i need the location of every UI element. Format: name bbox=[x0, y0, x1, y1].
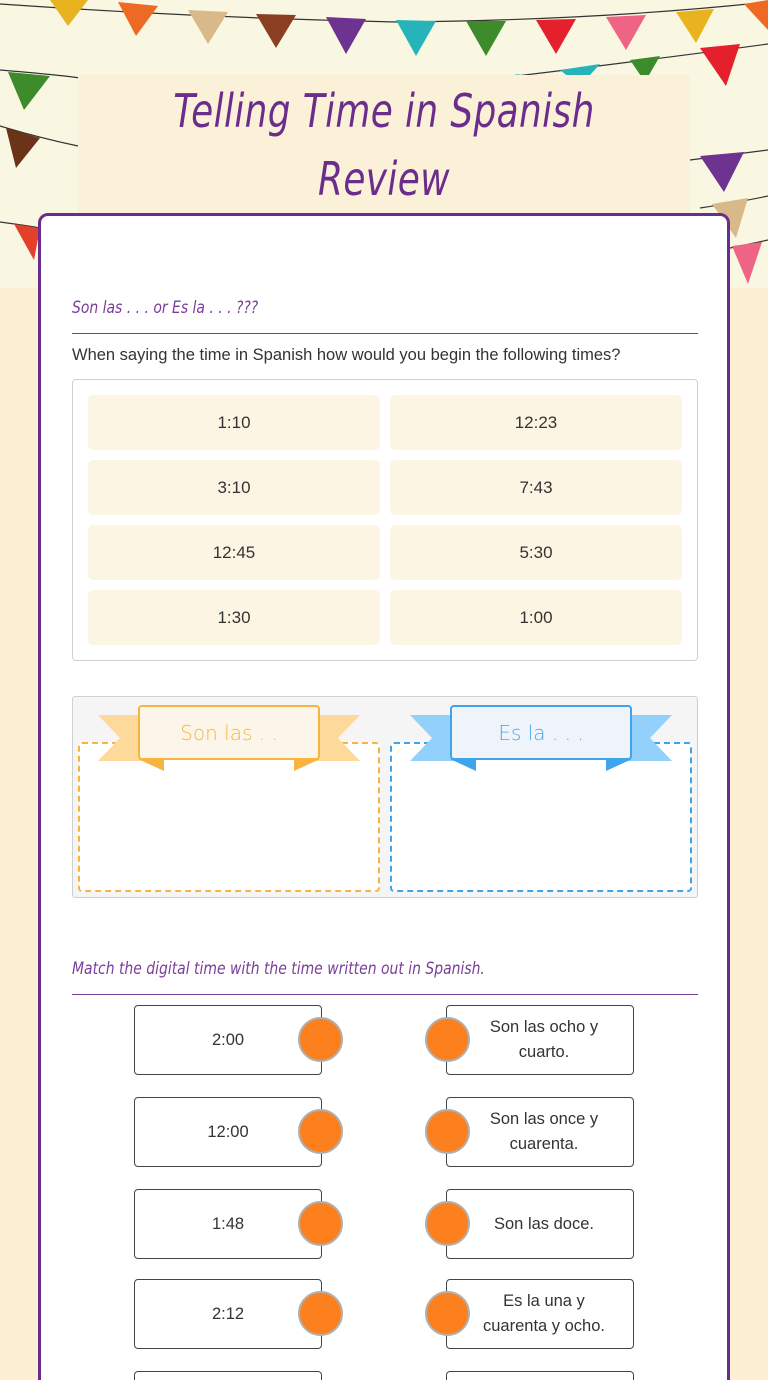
bucket-label-es-la: Es la . . . bbox=[450, 705, 632, 760]
title-box bbox=[78, 75, 690, 215]
ribbon-es-la bbox=[410, 705, 672, 771]
match-connector-dot[interactable] bbox=[425, 1291, 470, 1336]
section-heading-match: Match the digital time with the time written out in Spanish. bbox=[72, 959, 485, 979]
time-chip[interactable]: 5:30 bbox=[390, 525, 682, 580]
time-chip[interactable]: 1:10 bbox=[88, 395, 380, 450]
match-connector-dot[interactable] bbox=[298, 1109, 343, 1154]
match-connector-dot[interactable] bbox=[298, 1017, 343, 1062]
bucket-label-son-las: Son las . . bbox=[138, 705, 320, 760]
match-connector-dot[interactable] bbox=[425, 1017, 470, 1062]
match-right-item: Son las doce. bbox=[446, 1189, 634, 1259]
section-heading-sort: Son las . . . or Es la . . . ??? bbox=[72, 298, 259, 318]
match-connector-dot[interactable] bbox=[298, 1291, 343, 1336]
match-left-item: 2:00 bbox=[134, 1005, 322, 1075]
match-right-item: Son las once y cuarenta. bbox=[446, 1097, 634, 1167]
answer-bank bbox=[72, 379, 698, 661]
question-prompt: When saying the time in Spanish how would you begin the following times? bbox=[72, 346, 621, 364]
time-chip[interactable]: 1:30 bbox=[88, 590, 380, 645]
ribbon-son-las bbox=[98, 705, 360, 771]
match-row bbox=[41, 1279, 733, 1351]
match-row bbox=[41, 1371, 733, 1380]
page-title: Telling Time in Spanish Review bbox=[173, 84, 595, 206]
match-connector-dot[interactable] bbox=[298, 1201, 343, 1246]
match-right-item bbox=[446, 1371, 634, 1380]
match-left-item bbox=[134, 1371, 322, 1380]
match-right-item: Es la una y cuarenta y ocho. bbox=[446, 1279, 634, 1349]
match-row bbox=[41, 1005, 733, 1077]
match-connector-dot[interactable] bbox=[425, 1109, 470, 1154]
section-divider bbox=[72, 994, 698, 995]
match-row bbox=[41, 1189, 733, 1261]
time-chip[interactable]: 12:23 bbox=[390, 395, 682, 450]
section-divider bbox=[72, 333, 698, 334]
match-row bbox=[41, 1097, 733, 1169]
time-chip[interactable]: 12:45 bbox=[88, 525, 380, 580]
time-chip[interactable]: 7:43 bbox=[390, 460, 682, 515]
match-connector-dot[interactable] bbox=[425, 1201, 470, 1246]
sort-area bbox=[72, 696, 698, 898]
match-left-item: 1:48 bbox=[134, 1189, 322, 1259]
time-chip[interactable]: 1:00 bbox=[390, 590, 682, 645]
match-left-item: 12:00 bbox=[134, 1097, 322, 1167]
match-right-item: Son las ocho y cuarto. bbox=[446, 1005, 634, 1075]
worksheet-card bbox=[38, 213, 730, 1380]
time-chip[interactable]: 3:10 bbox=[88, 460, 380, 515]
match-left-item: 2:12 bbox=[134, 1279, 322, 1349]
